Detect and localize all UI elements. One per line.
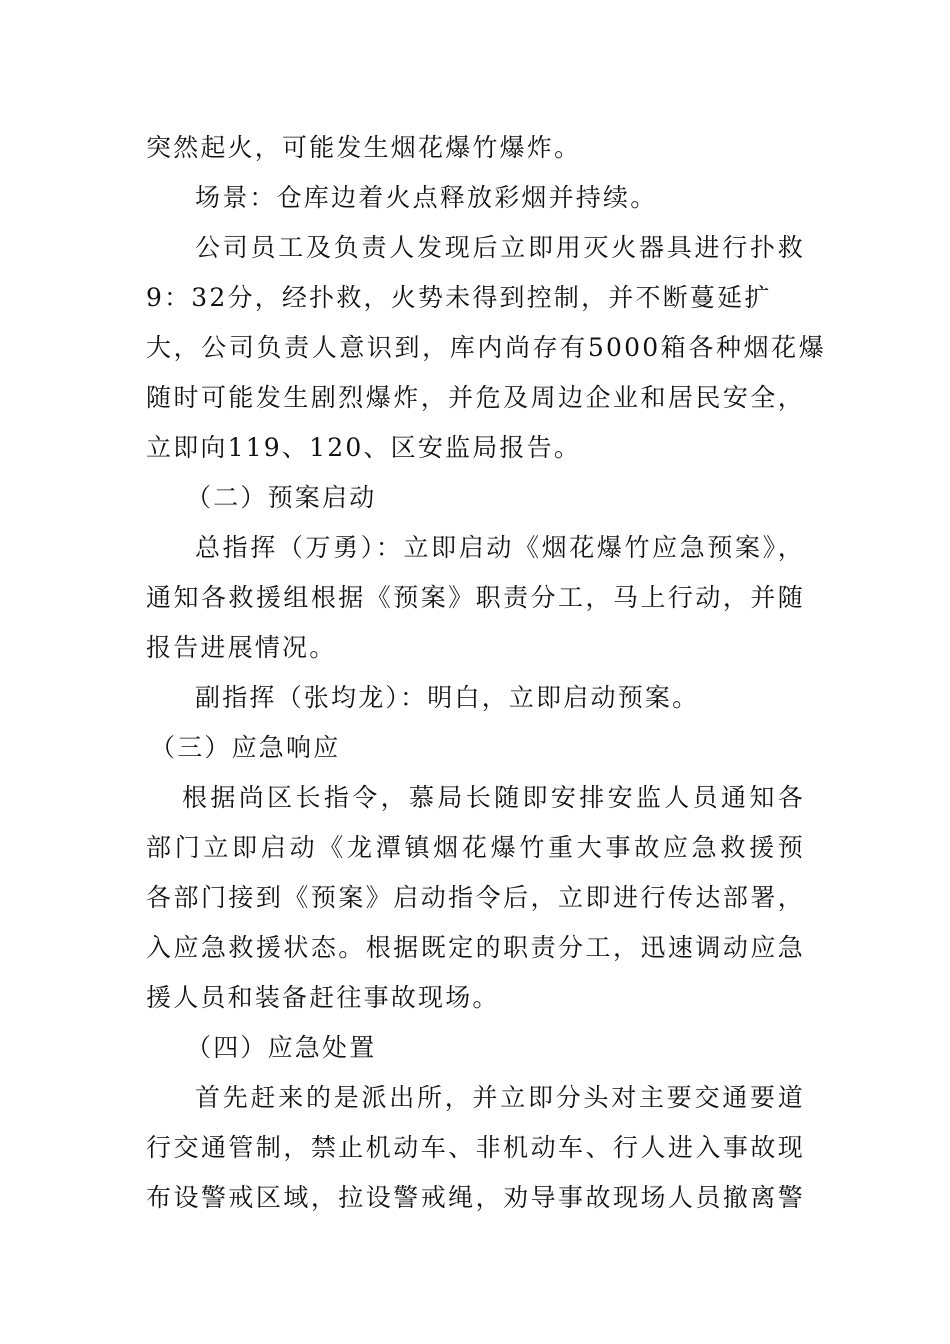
text-line-7: 立即向119、120、区安监局报告。 <box>146 433 582 462</box>
text-line-16: 各部门接到《预案》启动指令后，立即进行传达部署， <box>146 883 805 912</box>
text-line-10: 通知各救援组根据《预案》职责分工，马上行动，并随 <box>146 583 805 612</box>
section-heading-4: （四）应急处置 <box>186 1033 377 1062</box>
text-line-1: 突然起火，可能发生烟花爆竹爆炸。 <box>146 133 582 162</box>
text-line-20: 首先赶来的是派出所，并立即分头对主要交通要道 <box>195 1083 805 1112</box>
text-line-9: 总指挥（万勇）：立即启动《烟花爆竹应急预案》， <box>195 533 805 562</box>
text-line-18: 援人员和装备赶往事故现场。 <box>146 983 500 1012</box>
text-line-17: 入应急救援状态。根据既定的职责分工，迅速调动应急 <box>146 933 805 962</box>
section-heading-3: （三）应急响应 <box>150 733 341 762</box>
text-line-2: 场景：仓库边着火点释放彩烟并持续。 <box>195 183 658 212</box>
section-heading-2: （二）预案启动 <box>186 483 377 512</box>
text-line-11: 报告进展情况。 <box>146 633 337 662</box>
text-line-22: 布设警戒区域，拉设警戒绳，劝导事故现场人员撤离警 <box>146 1183 805 1212</box>
text-line-21: 行交通管制，禁止机动车、非机动车、行人进入事故现 <box>146 1133 805 1162</box>
text-line-4: 9：32分，经扑救，火势未得到控制，并不断蔓延扩 <box>146 283 772 312</box>
text-line-5: 大，公司负责人意识到，库内尚存有5000箱各种烟花爆 <box>146 333 826 362</box>
text-line-6: 随时可能发生剧烈爆炸，并危及周边企业和居民安全， <box>146 383 805 412</box>
text-line-15: 部门立即启动《龙潭镇烟花爆竹重大事故应急救援预 <box>146 833 805 862</box>
text-line-14: 根据尚区长指令，慕局长随即安排安监人员通知各 <box>182 783 805 812</box>
text-line-3: 公司员工及负责人发现后立即用灭火器具进行扑救 <box>195 233 805 262</box>
text-line-12: 副指挥（张均龙）：明白，立即启动预案。 <box>195 683 700 712</box>
